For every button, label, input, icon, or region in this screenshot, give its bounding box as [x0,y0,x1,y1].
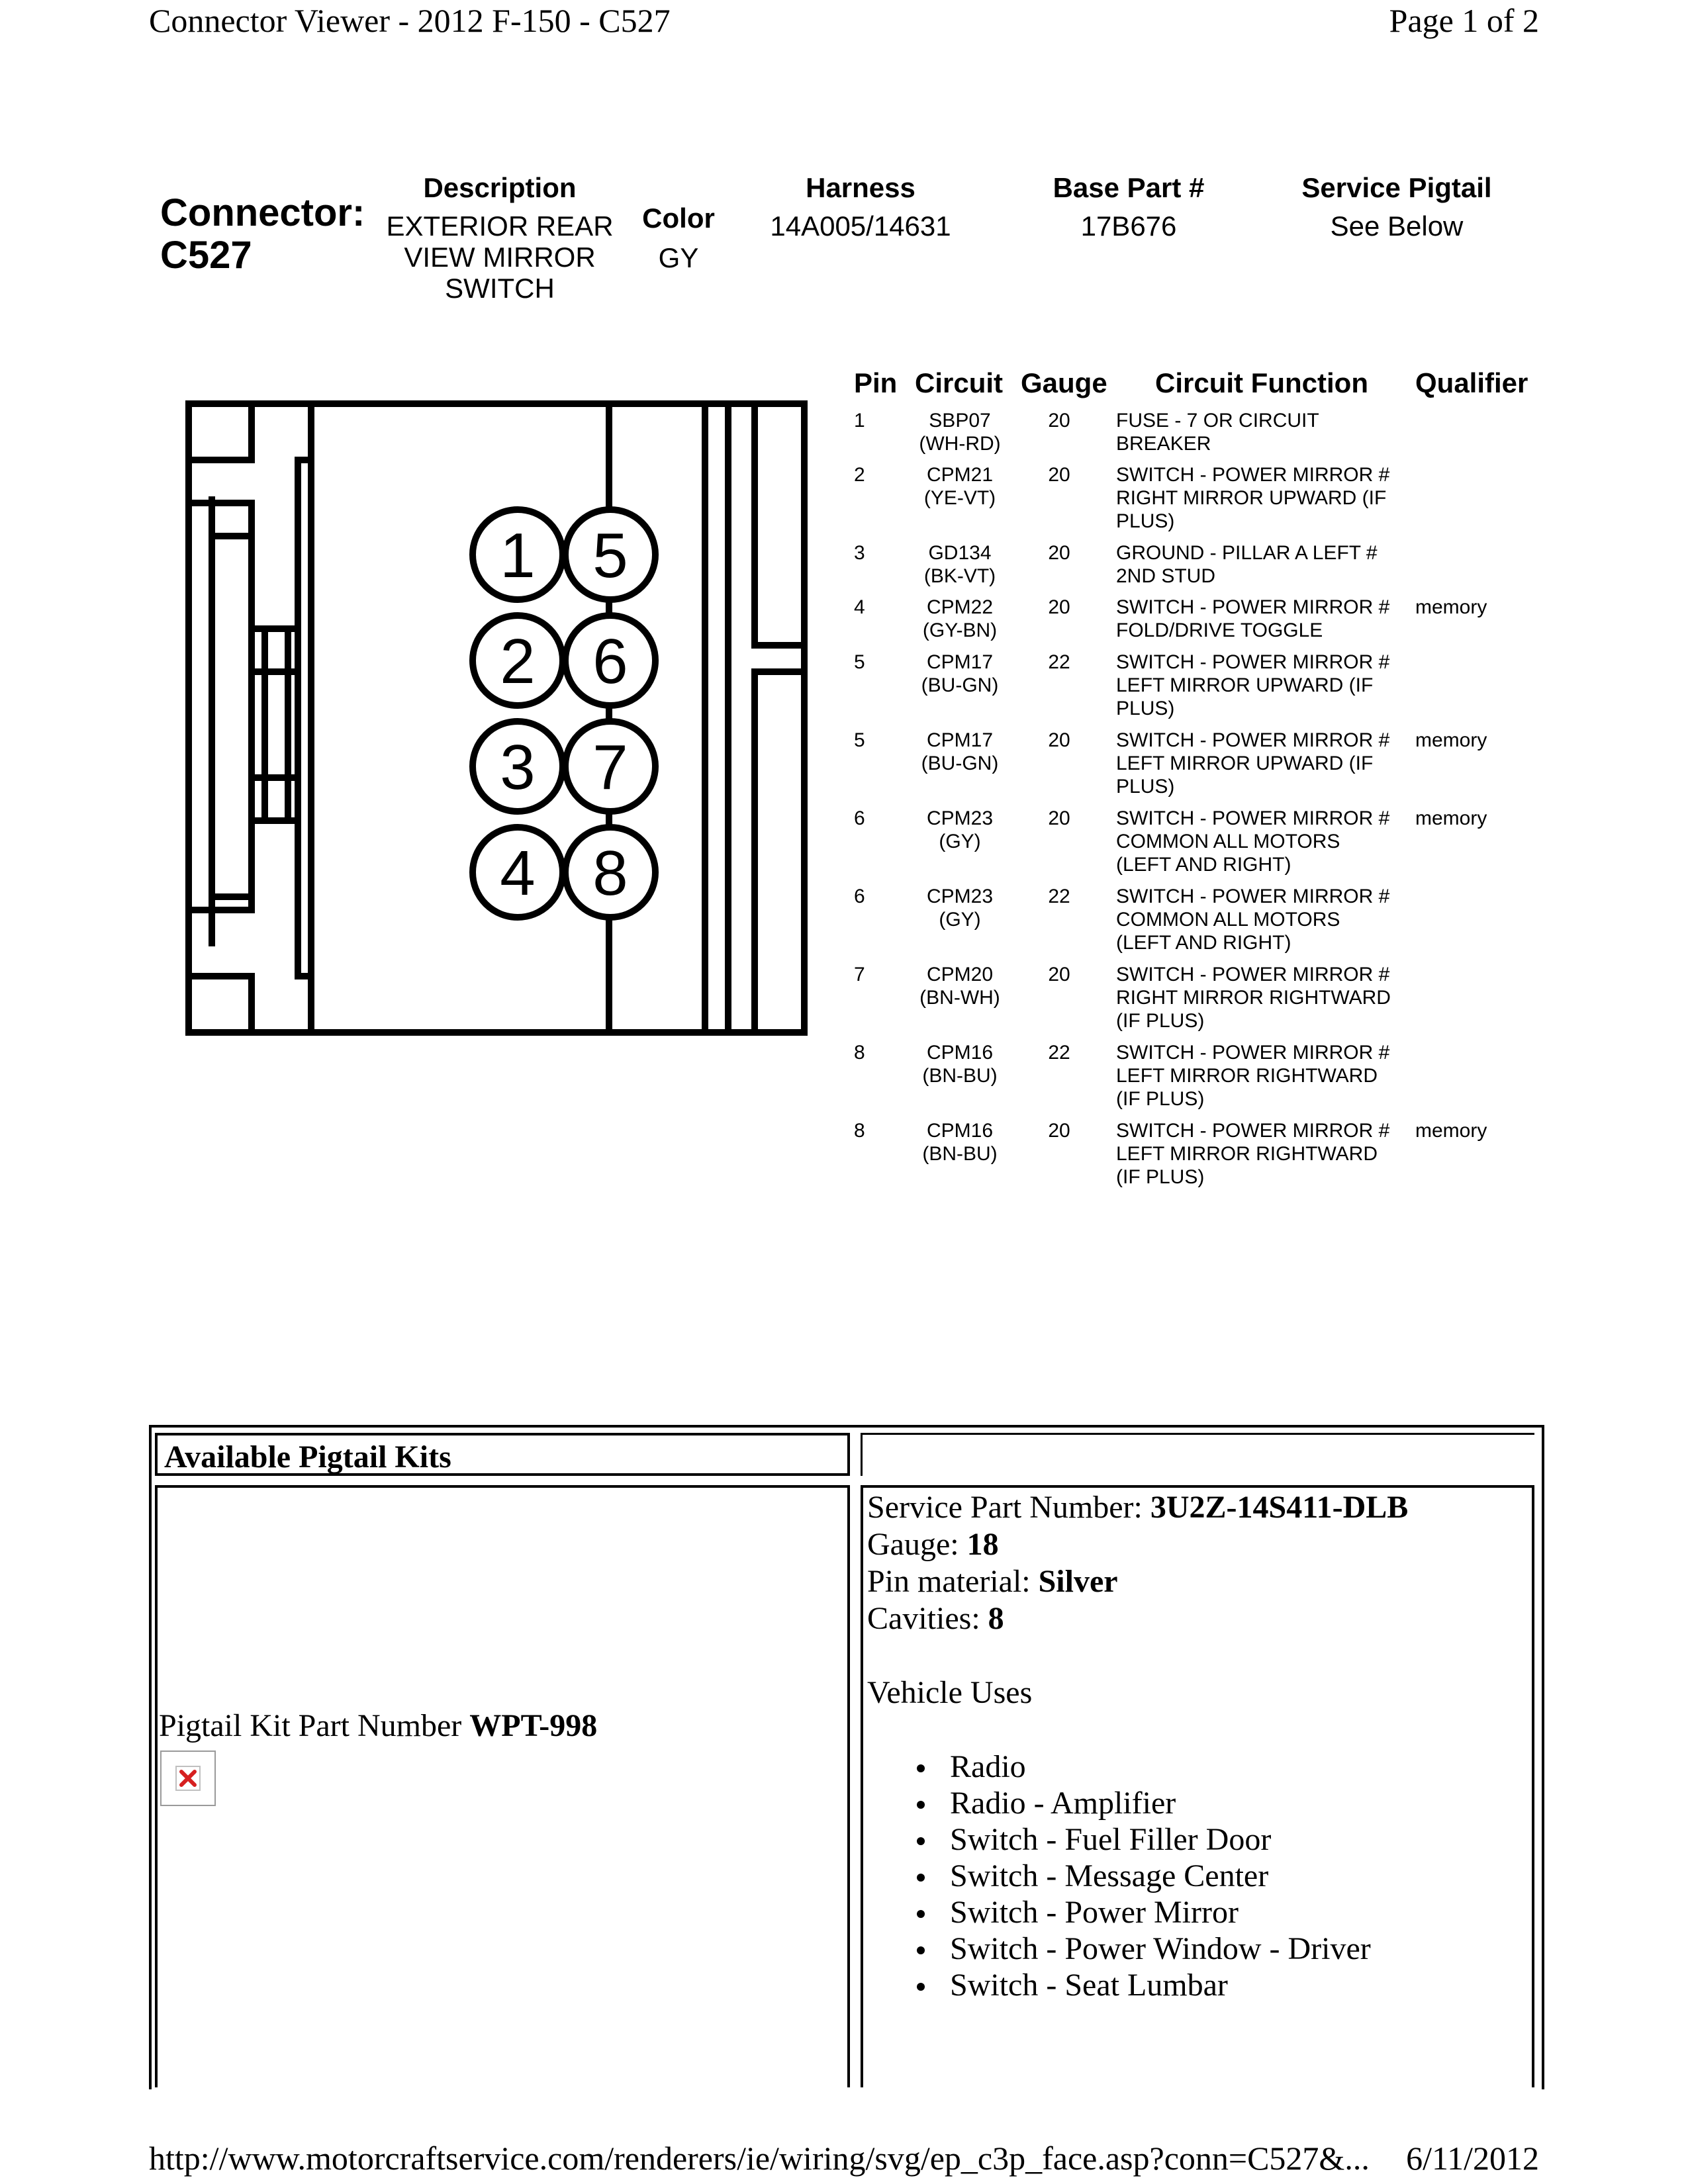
pin-label-5: 5 [592,520,628,591]
color-value: GY [658,242,699,273]
col-header-gauge: Gauge [1021,367,1107,398]
pin-label-2: 2 [500,626,536,697]
description-header: Description [423,172,577,203]
pigtail-kit-cell [155,1485,850,2087]
harness-value: 14A005/14631 [770,210,951,242]
col-header-circuit: Circuit [915,367,1004,398]
pin-label-8: 8 [592,838,628,909]
col-header-function: Circuit Function [1155,367,1368,398]
gauge-line: Gauge: 18 [867,1527,999,1562]
list-item: Switch - Power Mirror [917,1894,1371,1931]
service-pigtail-header: Service Pigtail [1301,172,1492,203]
service-part-number: 3U2Z-14S411-DLB [1150,1490,1409,1525]
vehicle-uses-list [917,1749,1371,2003]
pigtail-kit-label: Pigtail Kit Part Number [159,1708,462,1743]
color-header: Color [642,203,715,234]
pigtail-kit-number: WPT-998 [469,1708,598,1743]
list-item: Switch - Seat Lumbar [917,1967,1371,2003]
list-item: Switch - Power Window - Driver [917,1931,1371,1967]
connector-id: C527 [160,234,252,277]
pin-label-7: 7 [592,732,628,803]
col-header-pin: Pin [854,367,898,398]
service-part-line: Service Part Number: 3U2Z-14S411-DLB [867,1490,1409,1525]
pin-material-value: Silver [1038,1564,1118,1599]
pigtail-details [867,1489,1408,1637]
vehicle-uses-title: Vehicle Uses [867,1675,1033,1710]
pin-material-line: Pin material: Silver [867,1564,1118,1599]
connector-title [160,192,365,277]
pigtail-kits-title: Available Pigtail Kits [155,1433,850,1476]
list-item: Radio [917,1749,1371,1785]
description-value: EXTERIOR REAR VIEW MIRROR SWITCH [386,210,614,304]
base-part-header: Base Part # [1053,172,1205,203]
pin-label-4: 4 [500,838,536,909]
cavities-line: Cavities: 8 [867,1601,1004,1636]
col-header-qualifier: Qualifier [1415,367,1528,398]
harness-header: Harness [806,172,915,203]
list-item: Switch - Fuel Filler Door [917,1821,1371,1858]
page-title: Connector Viewer - 2012 F-150 - C527 [149,2,671,39]
pin-label-1: 1 [500,520,536,591]
footer-url[interactable]: http://www.motorcraftservice.com/renderers/ie/wiring/svg/ep_c3p_face.asp?conn=C527&... [149,2140,1370,2177]
list-item: Switch - Message Center [917,1858,1371,1894]
pin-label-6: 6 [592,626,628,697]
broken-image-icon [160,1751,216,1806]
page-number: Page 1 of 2 [1389,2,1539,39]
connector-face-diagram [179,394,814,1042]
connector-label: Connector: [160,191,365,234]
pigtail-kit-part [159,1707,597,1745]
gauge-value: 18 [966,1527,999,1562]
pin-label-3: 3 [500,732,536,803]
list-item: Radio - Amplifier [917,1785,1371,1821]
cavities-value: 8 [988,1601,1004,1636]
footer-date: 6/11/2012 [1406,2140,1539,2177]
pigtail-title-spacer [861,1433,1534,1476]
service-pigtail-value: See Below [1330,210,1464,242]
base-part-value: 17B676 [1080,210,1177,242]
